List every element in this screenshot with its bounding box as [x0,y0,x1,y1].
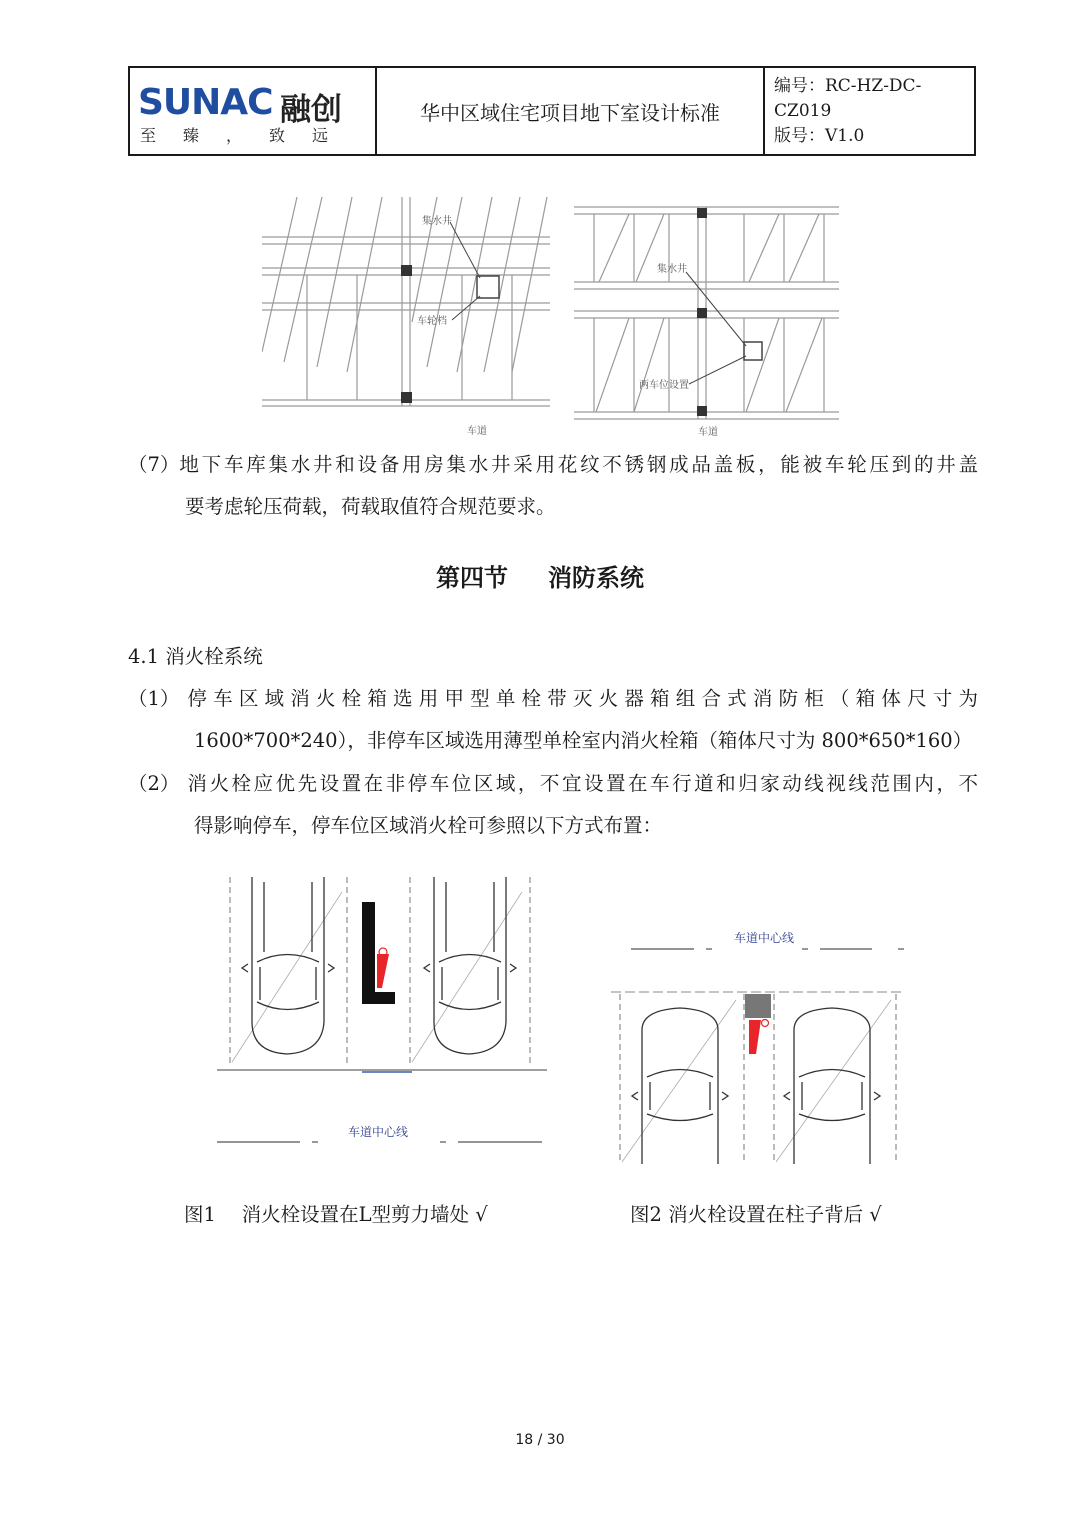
label-road: 车道 [698,427,718,438]
item-number: （2） [128,772,180,795]
figure-2-caption: 图2 消火栓设置在柱子背后 √ [630,1203,882,1226]
document-code: 编号：RC-HZ-DC-CZ019 [774,75,922,121]
label-wheel-stop: 车轮档 [417,316,447,327]
item-text-line2: 得影响停车，停车位区域消火栓可参照以下方式布置： [194,814,663,837]
road-centerline-label: 车道中心线 [347,1125,409,1139]
figure-1-hydrant-l-wall [212,872,552,1152]
subsection-title: 4.1 消火栓系统 [128,645,263,668]
item-text-line1: 地下车库集水井和设备用房集水井采用花纹不锈钢成品盖板，能被车轮压到的井盖 [179,453,978,476]
page-header [128,66,976,156]
logo-brand: SUNAC [138,82,273,123]
sump-plan-left-diagram [262,192,552,442]
label-parking-slot: 两车位设置 [639,380,689,391]
label-sump: 集水井 [657,264,687,275]
item-text-line2: 要考虑轮压荷载，荷载取值符合规范要求。 [185,495,556,518]
section-number: 第四节 [436,564,508,592]
document-meta [765,68,974,154]
item-text-line2: 1600*700*240），非停车区域选用薄型单栓室内消火栓箱（箱体尺寸为 800*650*160） [194,729,973,752]
logo [130,68,377,154]
document-version: 版号：V1.0 [774,125,865,146]
item-number: （7） [128,453,180,476]
item-7-paragraph [128,444,978,528]
item-number: （1） [128,687,180,710]
figure-2-hydrant-behind-column [606,922,906,1170]
item-2-paragraph [128,763,978,847]
column [745,994,771,1018]
item-text-line1: 消火栓应优先设置在非停车位区域，不宜设置在车行道和归家动线视线范围内，不 [187,772,978,795]
label-sump: 集水井 [422,216,452,227]
logo-slogan: 至臻，致远 [140,126,356,145]
section-title [0,558,1080,593]
sump-plan-right-diagram [574,192,844,442]
label-road: 车道 [467,426,487,437]
figure-1-caption: 图1 消火栓设置在L型剪力墙处 √ [184,1203,488,1226]
hydrant-icon [749,1020,761,1054]
page-number: 18 / 30 [515,1432,565,1448]
item-text-line1: 停车区域消火栓箱选用甲型单栓带灭火器箱组合式消防柜（箱体尺寸为 [187,687,978,710]
section-name: 消防系统 [548,564,644,592]
hydrant-icon [377,954,389,988]
road-centerline-label: 车道中心线 [733,931,795,945]
document-title: 华中区域住宅项目地下室设计标准 [377,68,765,154]
item-1-paragraph [128,678,978,762]
logo-cn: 融创 [280,92,342,128]
